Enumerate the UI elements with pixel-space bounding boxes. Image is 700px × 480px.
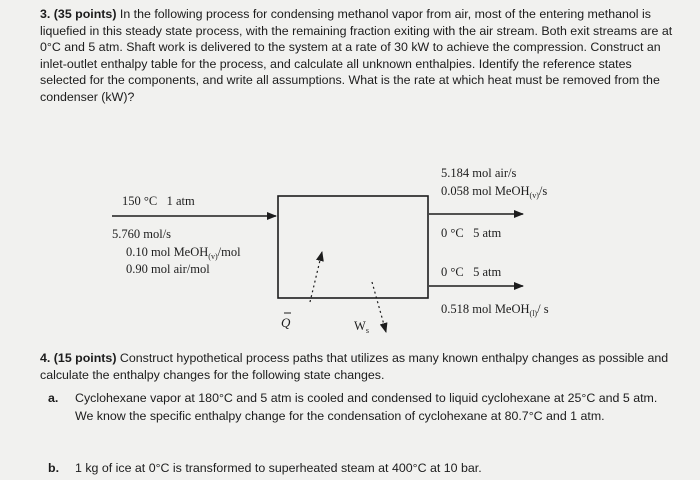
liquid-outlet-conditions: 0 °C 5 atm bbox=[441, 265, 502, 279]
shaft-work-symbol bbox=[354, 319, 369, 335]
liq-meoh-text: 0.518 mol MeOH bbox=[441, 302, 530, 316]
gas-outlet-meoh bbox=[441, 184, 547, 200]
work-arrow bbox=[372, 282, 386, 332]
problem-3-text-part1: In the following process for condensing methanol vapor from air, most of the entering methanol is liquefied in this steady state process, with the remaining fraction exiting with the air stream. Both exit streams are at 0°C and 5 atm. Shaft work is delivered to the system at a rate of 30 bbox=[40, 7, 673, 55]
problem-4-points: (15 points) bbox=[53, 351, 117, 365]
problem-3-number: 3. bbox=[40, 7, 51, 21]
gas-meoh-unit: /s bbox=[538, 184, 548, 198]
gas-meoh-phase: (v) bbox=[529, 191, 539, 200]
work-symbol-letter: W bbox=[354, 319, 366, 333]
item-b-text: 1 kg of ice at 0°C is transformed to superheated steam at 400°C at 10 bar. bbox=[75, 461, 482, 475]
inlet-conditions: 150 °C 1 atm bbox=[122, 194, 195, 208]
work-symbol-sub: s bbox=[365, 326, 369, 335]
condenser-box bbox=[278, 196, 428, 298]
gas-outlet-air: 5.184 mol air/s bbox=[441, 166, 517, 180]
inlet-meoh-text: 0.10 mol MeOH bbox=[126, 245, 209, 259]
problem-4a bbox=[48, 390, 678, 426]
item-a-label: a. bbox=[48, 391, 59, 405]
inlet-meoh-phase: (v) bbox=[208, 252, 218, 261]
liquid-outlet-meoh bbox=[441, 302, 549, 318]
problem-4b bbox=[48, 460, 678, 478]
heat-symbol: Q bbox=[281, 315, 291, 330]
heat-arrow bbox=[310, 252, 322, 302]
inlet-meoh-unit: /mol bbox=[217, 245, 241, 259]
gas-meoh-text: 0.058 mol MeOH bbox=[441, 184, 530, 198]
item-b-label: b. bbox=[48, 461, 60, 475]
item-a-text: Cyclohexane vapor at 180°C and 5 atm is cooled and condensed to liquid cyclohexane at 25°C and 5 atm. We know the specific enthalpy change for the condensation of cyclohexane at 80.7°C and 1 atm. bbox=[75, 391, 658, 423]
problem-4-statement bbox=[40, 350, 680, 383]
liq-meoh-unit: / s bbox=[537, 302, 549, 316]
inlet-flow-rate: 5.760 mol/s bbox=[112, 227, 172, 241]
gas-outlet-conditions: 0 °C 5 atm bbox=[441, 226, 502, 240]
liq-meoh-phase: (l) bbox=[529, 309, 538, 318]
problem-3-text-part2: to achieve the compression. Construct an inlet-outlet enthalpy table for the process, and calculate all unknown enthalpies. Identify the reference states selected for the components, and write all assumptions. What is the rate at which heat must be removed from the condenser (kW)? bbox=[40, 40, 661, 104]
problem-3-points: (35 points) bbox=[53, 7, 117, 21]
problem-4-text: Construct hypothetical process paths that utilizes as many known enthalpy changes as possible and calculate the enthalpy changes for the following state changes. bbox=[40, 351, 669, 382]
problem-4-number: 4. bbox=[40, 351, 51, 365]
inlet-meoh-fraction bbox=[126, 245, 241, 261]
inlet-air-fraction: 0.90 mol air/mol bbox=[126, 262, 210, 276]
problem-3-unit-kw: kW bbox=[411, 40, 430, 55]
